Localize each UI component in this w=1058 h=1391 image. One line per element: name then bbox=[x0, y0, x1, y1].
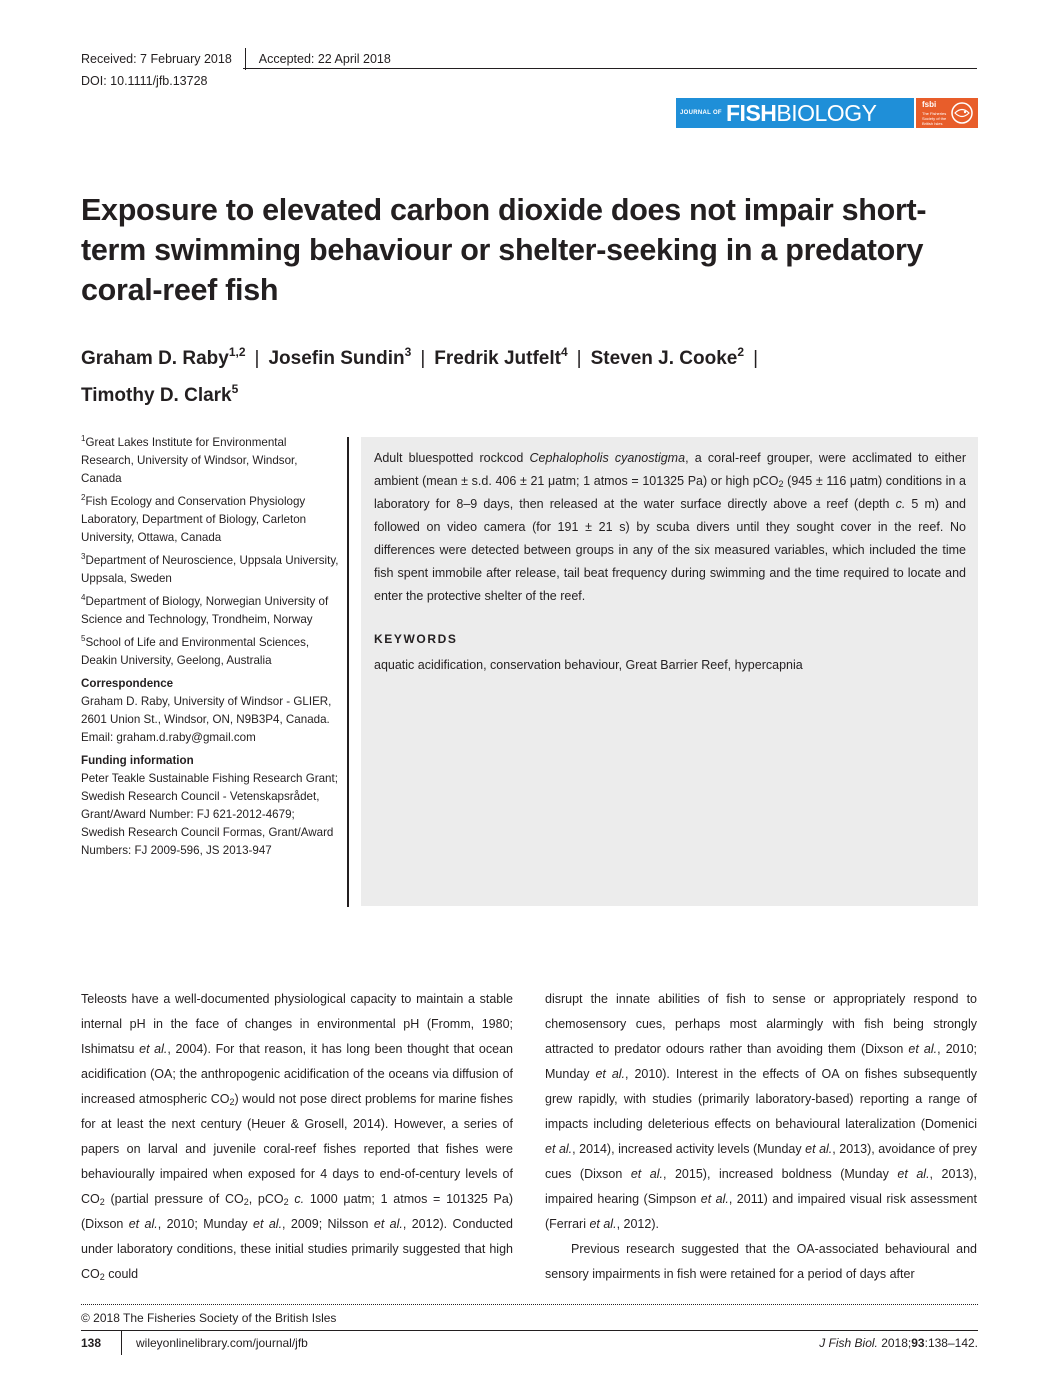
abstract: Adult bluespotted rockcod Cephalopholis cyanostigma, a coral-reef grouper, were acclimated to either ambient (mean ± s.d. 406 ± 21 μatm; 1 atmos = 101325 Pa) or high pCO$_2$ (945 ± 116 μatm) conditions in a laboratory for 8–9 days, then released at the water surface directly above a reef (depth c. 5 m) and followed on video camera (for 191 ± 21 s) by scuba divers until they sought cover in the reef. No differences were detected between groups in any of the six measured variables, which included the time fish spent immobile after release, tail beat frequency during swimming and the time required to locate and enter the protective shelter of the reef. bbox=[374, 451, 966, 603]
author-list: Graham D. Raby$^{1,2}$ | Josefin Sundin$^3$ | Fredrik Jutfelt$^4$ | Steven J. Cooke$^2$ | Timothy D. Clark$^5$ bbox=[81, 345, 758, 406]
header-divider bbox=[245, 48, 246, 70]
author-name: Josefin Sundin$^3$ bbox=[268, 345, 412, 369]
keywords-heading: KEYWORDS bbox=[374, 632, 458, 646]
body-paragraph: disrupt the innate abilities of fish to sense or appropriately respond to chemosensory cues, perhaps most alarmingly with fish being strongly attracted to predator odours rather than avoiding them (Dixson et al., 2010; Munday et al., 2010). Interest in the effects of OA on fishes subsequently grew rapidly, with studies (primarily laboratory-based) reporting a range of impacts including deleterious effects on behavioural lateralization (Domenici et al., 2014), increased activity levels (Munday et al., 2013), avoidance of prey cues (Dixson et al., 2015), increased boldness (Munday et al., 2013), impaired hearing (Simpson et al., 2011) and impaired visual risk assessment (Ferrari et al., 2012). bbox=[545, 992, 977, 1231]
journal-logo-main bbox=[676, 98, 914, 128]
footer-divider bbox=[121, 1331, 122, 1355]
affiliation: $^1$Great Lakes Institute for Environmental Research, University of Windsor, Windsor, Canada bbox=[81, 434, 298, 485]
header-rule bbox=[243, 68, 977, 69]
fsbi-emblem-icon bbox=[950, 101, 974, 125]
author-name: Steven J. Cooke$^2$ bbox=[590, 345, 745, 369]
page-number: 138 bbox=[81, 1336, 102, 1350]
affiliation: $^5$School of Life and Environmental Sciences, Deakin University, Geelong, Australia bbox=[81, 634, 310, 667]
article-dates bbox=[81, 48, 391, 70]
footer-dotted-rule bbox=[81, 1304, 978, 1305]
affiliation: $^2$Fish Ecology and Conservation Physiology Laboratory, Department of Biology, Carleton University, Ottawa, Canada bbox=[81, 493, 307, 544]
author-name: Graham D. Raby$^{1,2}$ bbox=[81, 345, 246, 369]
body-column-1: Teleosts have a well-documented physiological capacity to maintain a stable internal pH in the face of changes in environmental pH (Fromm, 1980; Ishimatsu et al., 2004). For that reason, it has long been thought that ocean acidification (OA; the anthropogenic acidification of the oceans via diffusion of increased atmospheric $CO_2$) would not pose direct problems for marine fishes for at least the next century (Heuer & Grosell, 2014). However, a series of papers on larval and juvenile coral-reef fishes reported that fishes were behaviourally impaired when exposed for 4 days to end-of-century levels of $CO_2$ (partial pressure of $CO_2$, pCO$_2$ c. 1000 μatm; 1 atmos = 101325 Pa) (Dixson et al., 2010; Munday et al., 2009; Nilsson et al., 2012). Conducted under laboratory conditions, these initial studies primarily suggested that high $CO_2$ could bbox=[81, 992, 514, 1282]
funding-label: Funding information bbox=[81, 754, 194, 767]
correspondence-label: Correspondence bbox=[81, 677, 174, 690]
fsbi-subtitle: The Fisheries Society of the British Isles bbox=[922, 111, 947, 126]
fsbi-text: fsbi bbox=[922, 100, 937, 109]
funding-text: Peter Teakle Sustainable Fishing Research Grant; Swedish Research Council - Vetenskapsrådet, Grant/Award Number: FJ 621-2012-4679; Swedish Research Council Formas, Grant/Award Numbers: FJ 2009-596, JS 2013-947 bbox=[81, 772, 338, 857]
logo-fish: FISH bbox=[726, 99, 777, 126]
affiliations-column bbox=[81, 434, 339, 860]
body-paragraph: Previous research suggested that the OA-associated behavioural and sensory impairments in fish were retained for a period of days after bbox=[545, 1242, 977, 1281]
body-column-2 bbox=[545, 987, 977, 1287]
affiliation: $^3$Department of Neuroscience, Uppsala University, Uppsala, Sweden bbox=[81, 552, 339, 585]
journal-citation: J Fish Biol. 2018;93:138–142. bbox=[819, 1336, 978, 1350]
article-title: Exposure to elevated carbon dioxide does not impair short-term swimming behaviour or shelter-seeking in a predatory coral-reef fish bbox=[81, 193, 927, 307]
accepted-date: Accepted: 22 April 2018 bbox=[258, 52, 391, 66]
keywords: aquatic acidification, conservation behaviour, Great Barrier Reef, hypercapnia bbox=[374, 658, 803, 672]
journal-url[interactable]: wileyonlinelibrary.com/journal/jfb bbox=[136, 1336, 308, 1350]
logo-journal-of: JOURNAL OF bbox=[680, 109, 722, 116]
author-name: Fredrik Jutfelt$^4$ bbox=[434, 345, 568, 369]
copyright: © 2018 The Fisheries Society of the British Isles bbox=[81, 1311, 337, 1325]
correspondence-email: Email: graham.d.raby@gmail.com bbox=[81, 731, 256, 744]
footer-rule bbox=[81, 1330, 978, 1331]
logo-biology: BIOLOGY bbox=[776, 99, 877, 126]
author-name: Timothy D. Clark$^5$ bbox=[81, 382, 239, 406]
journal-logo bbox=[676, 98, 978, 128]
column-divider bbox=[347, 437, 349, 907]
received-date: Received: 7 February 2018 bbox=[81, 52, 232, 66]
doi: DOI: 10.1111/jfb.13728 bbox=[81, 74, 208, 88]
correspondence-address: Graham D. Raby, University of Windsor - GLIER, 2601 Union St., Windsor, ON, N9B3P4, Canada. bbox=[81, 695, 332, 726]
affiliation: $^4$Department of Biology, Norwegian University of Science and Technology, Trondheim, Norway bbox=[81, 593, 329, 626]
fsbi-logo bbox=[916, 98, 978, 128]
